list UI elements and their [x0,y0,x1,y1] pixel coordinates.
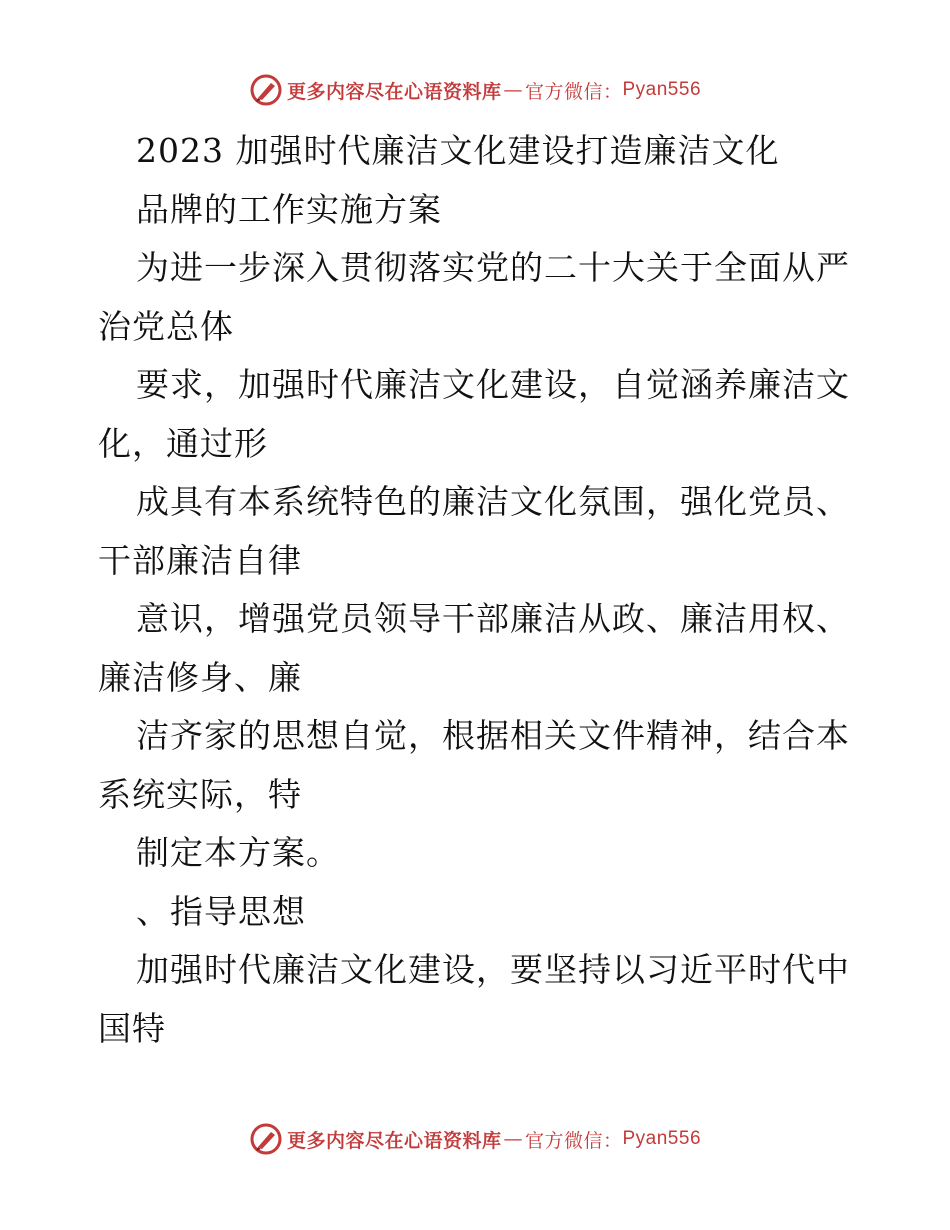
banner-slogan: 更多内容尽在心语资料库 [286,1129,502,1152]
text-line: 干部廉洁自律 [98,540,302,580]
text-line: 、指导思想 [136,891,306,931]
banner-wechat-id: Pyan556 [622,79,702,100]
banner-slogan: 更多内容尽在心语资料库 [286,80,502,103]
text-line: 加强时代廉洁文化建设，要坚持以习近平时代中 [136,950,850,989]
text-line: 为进一步深入贯彻落实党的二十大关于全面从严 [136,248,850,287]
footer-banner [0,1119,950,1159]
text-line: 要求，加强时代廉洁文化建设，自觉涵养廉洁文 [136,365,850,404]
banner-wechat-label: 官方微信： [524,1129,623,1152]
text-line: 成具有本系统特色的廉洁文化氛围，强化党员、 [136,482,850,521]
pen-circle-icon [249,73,283,107]
document-body [98,122,858,1058]
banner-dash: — [503,79,523,101]
text-line: 制定本方案。 [136,833,340,872]
text-line: 治党总体 [98,306,234,346]
text-line: 2023 加强时代廉洁文化建设打造廉洁文化 [136,131,780,170]
text-line: 系统实际，特 [98,774,302,814]
banner-wechat-label: 官方微信： [524,80,623,103]
text-line: 化，通过形 [98,423,268,463]
text-line: 廉洁修身、廉 [98,657,302,697]
pen-circle-icon [249,1122,283,1156]
text-line: 国特 [98,1008,166,1048]
text-line: 洁齐家的思想自觉，根据相关文件精神，结合本 [136,716,850,755]
banner-dash: — [503,1128,523,1150]
banner-wechat-id: Pyan556 [622,1128,702,1149]
text-line: 意识，增强党员领导干部廉洁从政、廉洁用权、 [136,599,850,638]
header-banner [0,70,950,110]
text-line: 品牌的工作实施方案 [136,189,442,229]
